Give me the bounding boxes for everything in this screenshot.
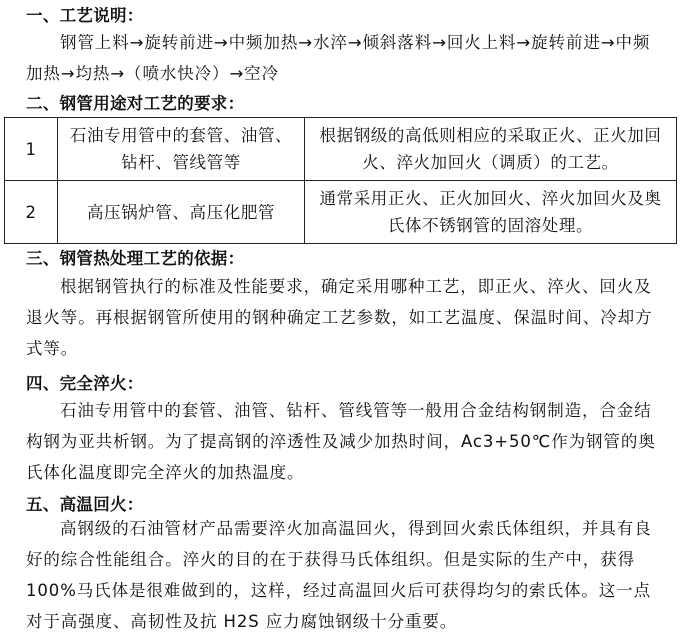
section-5-text: 高钢级的石油管材产品需要淬火加高温回火，得到回火索氏体组织，并具有良好的综合性能组合。淬火的目的在于获得马氏体组织。但是实际的生产中，获得 100%马氏体是很难做到的，这样，经过高温回火后可获得均匀的索氏体。这一点对于高强度、高韧性及抗 H2S 应力腐蚀钢级十分重要。	[26, 519, 652, 631]
section-4-heading: 四、完全淬火：	[26, 374, 144, 393]
section-4-text: 石油专用管中的套管、油管、钻杆、管线管等一般用合金结构钢制造，合金结构钢为亚共析钢。为了提高钢的淬透性及减少加热时间，Ac3+50℃作为钢管的奥氏体化温度即完全淬火的加热温度。	[26, 401, 656, 482]
section-3-text: 根据钢管执行的标准及性能要求，确定采用哪种工艺，即正火、淬火、回火及退火等。再根据钢管所使用的钢种确定工艺参数，如工艺温度、保温时间、冷却方式等。	[26, 277, 653, 358]
row-requirement: 根据钢级的高低则相应的采取正火、正火加回火、淬火加回火（调质）的工艺。	[305, 118, 677, 181]
table-row	[5, 118, 677, 181]
section-1-text: 钢管上料→旋转前进→中频加热→水淬→倾斜落料→回火上料→旋转前进→中频加热→均热→（喷水快冷）→空冷	[26, 33, 651, 83]
row-use: 石油专用管中的套管、油管、钻杆、管线管等	[58, 118, 305, 181]
requirements-table	[4, 117, 677, 244]
section-3-heading: 三、钢管热处理工艺的依据：	[26, 249, 245, 268]
table-row	[5, 181, 677, 244]
section-1-heading: 一、工艺说明：	[26, 6, 144, 25]
row-number: 1	[5, 118, 58, 181]
section-5-heading: 五、高温回火：	[26, 495, 144, 514]
row-number: 2	[5, 181, 58, 244]
row-requirement: 通常采用正火、正火加回火、淬火加回火及奥氏体不锈钢管的固溶处理。	[305, 181, 677, 244]
row-use: 高压锅炉管、高压化肥管	[58, 181, 305, 244]
section-2-heading: 二、钢管用途对工艺的要求：	[26, 94, 245, 113]
